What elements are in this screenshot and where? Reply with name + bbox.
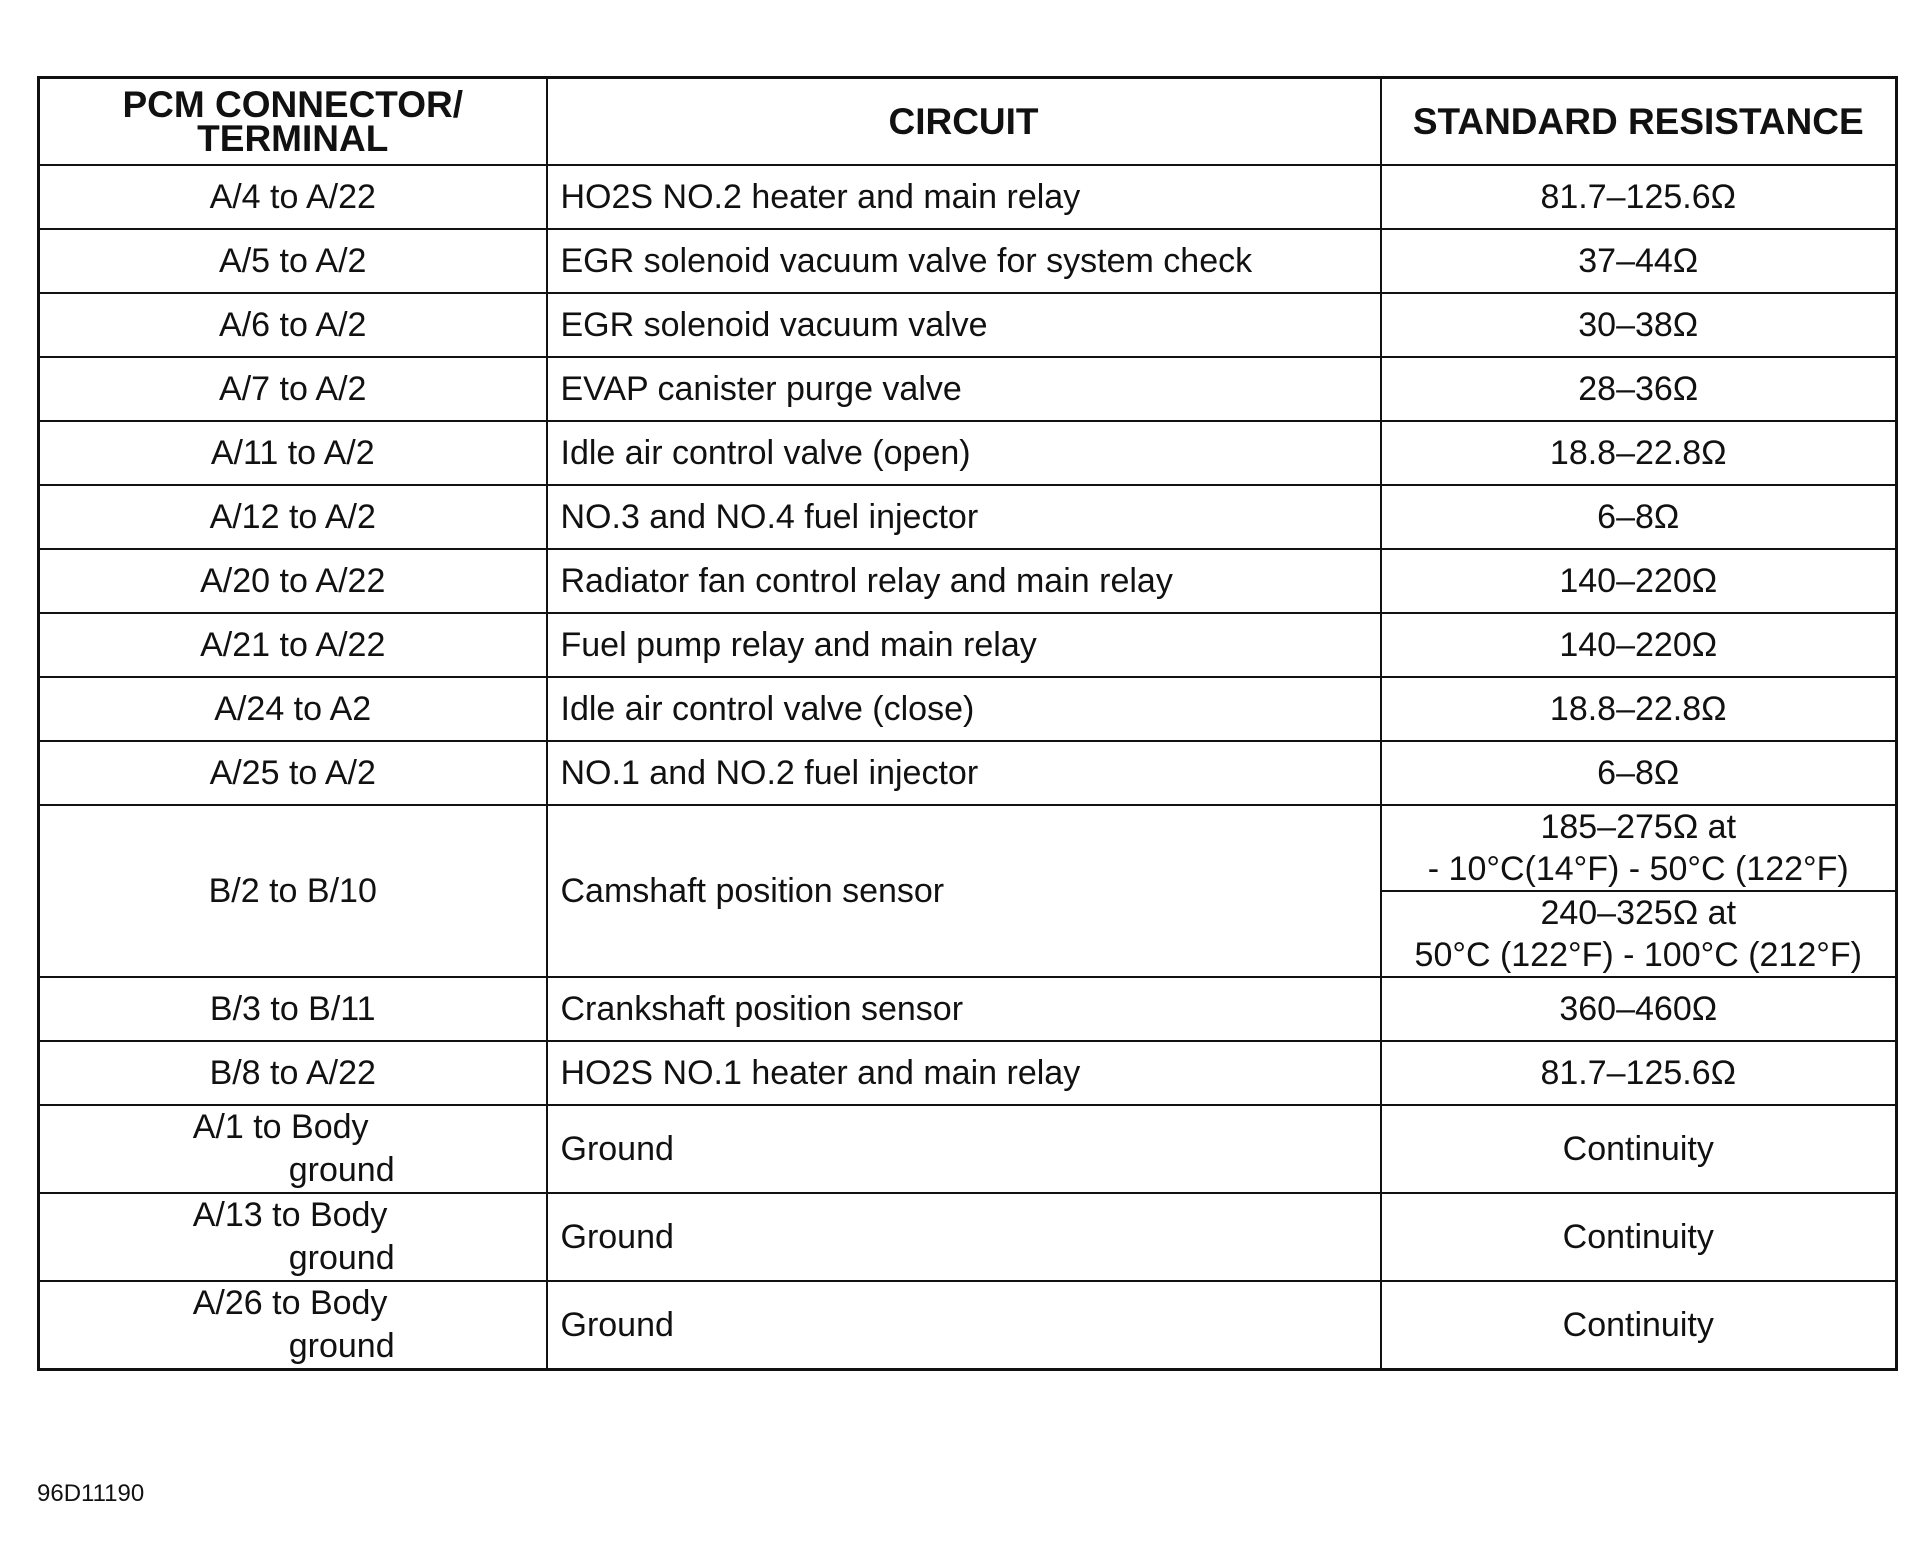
table-row [39,677,1897,741]
resistance-cell: 140–220Ω [1381,613,1897,677]
terminal-cell: A/12 to A/2 [39,485,547,549]
terminal-line1: A/13 to Body [192,1196,388,1234]
resistance-cell: 6–8Ω [1381,741,1897,805]
terminal-cell: B/3 to B/11 [39,977,547,1041]
resistance-cell: 81.7–125.6Ω [1381,1041,1897,1105]
camshaft-row [39,805,1897,891]
circuit-cell: NO.3 and NO.4 fuel injector [547,485,1381,549]
table-row [39,485,1897,549]
resistance-cell: 81.7–125.6Ω [1381,165,1897,229]
circuit-cell: Camshaft position sensor [547,805,1381,977]
terminal-cell [39,1105,547,1193]
terminal-line2: ground [288,1327,395,1365]
terminal-cell: A/11 to A/2 [39,421,547,485]
terminal-cell: B/2 to B/10 [39,805,547,977]
terminal-cell: A/21 to A/22 [39,613,547,677]
resistance-range-1-condition: - 10°C(14°F) - 50°C (122°F) [1427,850,1849,888]
table-row [39,977,1897,1041]
resistance-cell: 30–38Ω [1381,293,1897,357]
resistance-cell: 18.8–22.8Ω [1381,421,1897,485]
terminal-cell: A/20 to A/22 [39,549,547,613]
circuit-cell: NO.1 and NO.2 fuel injector [547,741,1381,805]
resistance-spec-table [37,76,1898,1371]
resistance-range-2-value: 240–325Ω at [1540,894,1737,932]
circuit-cell: Crankshaft position sensor [547,977,1381,1041]
terminal-cell: A/24 to A2 [39,677,547,741]
table-row [39,741,1897,805]
header-resistance: STANDARD RESISTANCE [1381,78,1897,166]
circuit-cell: Idle air control valve (close) [547,677,1381,741]
header-terminal-line2: TERMINAL [197,117,389,159]
terminal-line2: ground [288,1239,395,1277]
header-terminal-line1: PCM CONNECTOR/ [122,83,464,125]
table-row [39,549,1897,613]
resistance-cell: Continuity [1381,1281,1897,1370]
resistance-cell: Continuity [1381,1193,1897,1281]
terminal-cell: A/4 to A/22 [39,165,547,229]
ground-row [39,1281,1897,1370]
terminal-cell: A/6 to A/2 [39,293,547,357]
table-row [39,229,1897,293]
terminal-line1: A/1 to Body [192,1108,369,1146]
circuit-cell: Idle air control valve (open) [547,421,1381,485]
resistance-range-1-value: 185–275Ω at [1540,808,1737,846]
circuit-cell: EGR solenoid vacuum valve [547,293,1381,357]
terminal-cell [39,1281,547,1370]
resistance-cell: 6–8Ω [1381,485,1897,549]
circuit-cell: HO2S NO.1 heater and main relay [547,1041,1381,1105]
circuit-cell: Ground [547,1281,1381,1370]
terminal-cell: B/8 to A/22 [39,1041,547,1105]
terminal-line2: ground [288,1151,395,1189]
terminal-line1: A/26 to Body [192,1284,388,1322]
table-row [39,613,1897,677]
resistance-cell: 28–36Ω [1381,357,1897,421]
header-circuit: CIRCUIT [547,78,1381,166]
terminal-cell: A/5 to A/2 [39,229,547,293]
terminal-cell: A/7 to A/2 [39,357,547,421]
ground-row [39,1193,1897,1281]
circuit-cell: EVAP canister purge valve [547,357,1381,421]
resistance-cell-range-2 [1381,891,1897,977]
resistance-range-2-condition: 50°C (122°F) - 100°C (212°F) [1414,936,1862,974]
header-terminal [39,78,547,166]
circuit-cell: Ground [547,1105,1381,1193]
circuit-cell: HO2S NO.2 heater and main relay [547,165,1381,229]
resistance-cell: 360–460Ω [1381,977,1897,1041]
table-row [39,165,1897,229]
resistance-cell: 37–44Ω [1381,229,1897,293]
terminal-cell [39,1193,547,1281]
resistance-cell-range-1 [1381,805,1897,891]
header-row [39,78,1897,166]
table-row [39,293,1897,357]
resistance-cell: 18.8–22.8Ω [1381,677,1897,741]
circuit-cell: EGR solenoid vacuum valve for system check [547,229,1381,293]
circuit-cell: Fuel pump relay and main relay [547,613,1381,677]
circuit-cell: Radiator fan control relay and main relay [547,549,1381,613]
circuit-cell: Ground [547,1193,1381,1281]
table-row [39,1041,1897,1105]
terminal-cell: A/25 to A/2 [39,741,547,805]
figure-id: 96D11190 [37,1480,145,1507]
table-row [39,357,1897,421]
table-row [39,421,1897,485]
resistance-cell: Continuity [1381,1105,1897,1193]
ground-row [39,1105,1897,1193]
resistance-cell: 140–220Ω [1381,549,1897,613]
